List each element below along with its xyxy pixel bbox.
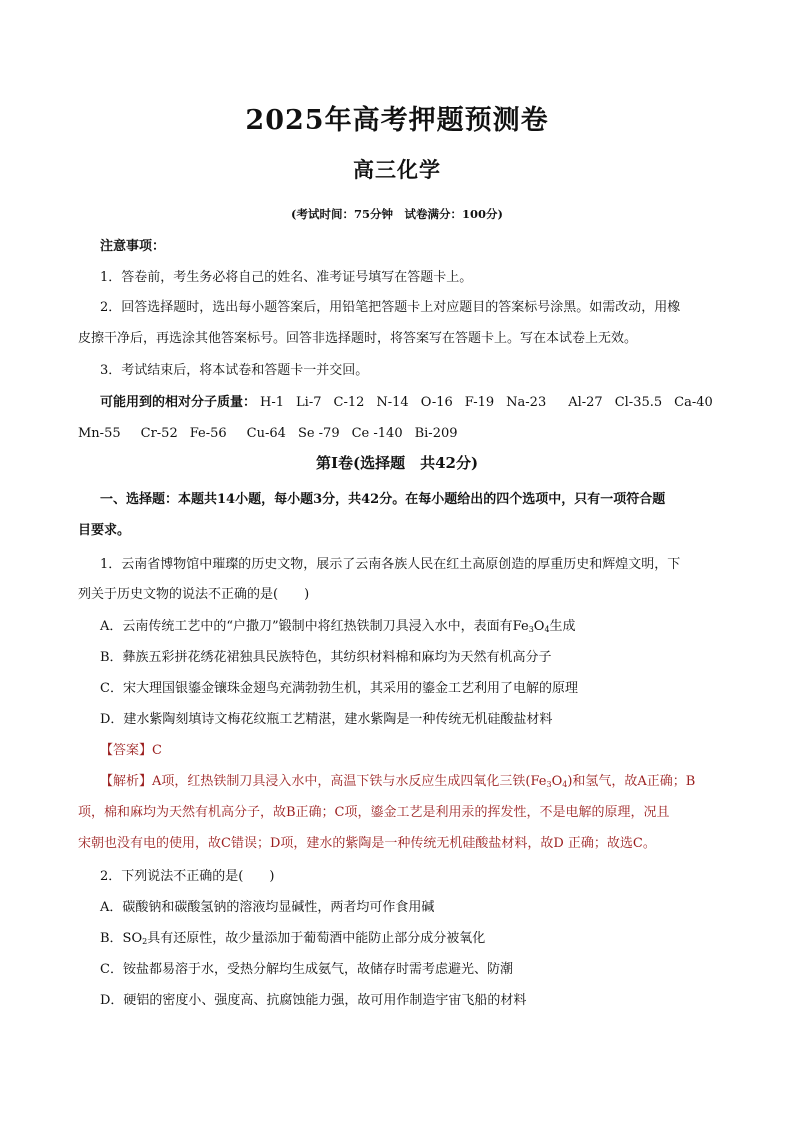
mass-item: O-16 [420,395,453,410]
notice-item-3: 3．考试结束后，将本试卷和答题卡一并交回。 [100,363,369,378]
exam-title: 2025年高考押题预测卷 [245,105,549,136]
q1-answer: 【答案】C [100,743,162,758]
mass-item: Cr-52 [140,426,178,441]
atomic-masses-label: 可能用到的相对分子质量： [100,395,257,410]
q1-analysis-line-1: 【解析】A项，红热铁制刀具浸入水中，高温下铁与水反应生成四氧化三铁$(Fe_3O_4)$和氢气，故A正确；B [100,774,696,789]
q2-option-a: A．碳酸钠和碳酸氢钠的溶液均显碱性，两者均可作食用碱 [100,900,435,915]
q2-option-c: C．铵盐都易溶于水，受热分解均生成氨气，故储存时需考虑避光、防潮 [100,962,513,977]
mass-item: H-1 [260,395,285,410]
mass-item: Bi-209 [414,426,458,441]
mass-item: F-19 [464,395,495,410]
mass-item: Li-7 [296,395,322,410]
q1-option-c: C．宋大理国银鎏金镶珠金翅鸟充满勃勃生机，其采用的鎏金工艺利用了电解的原理 [100,681,578,696]
mass-item: Na-23 [506,395,547,410]
q1-stem-line-1: 1．云南省博物馆中璀璨的历史文物，展示了云南各族人民在红土高原创造的厚重历史和辉煌文明，下 [100,557,681,572]
q1-stem-line-2: 列关于历史文物的说法不正确的是( ) [78,587,310,602]
mass-item: C-12 [333,395,365,410]
q2-option-b: B．$SO_2$具有还原性，故少量添加于葡萄酒中能防止部分成分被氧化 [100,931,486,946]
mass-item: Mn-55 [78,426,121,441]
q1-option-b: B．彝族五彩拼花绣花裙独具民族特色，其纺织材料棉和麻均为天然有机高分子 [100,650,552,665]
mass-item: Ca-40 [674,395,713,410]
atomic-masses-line-2 [78,425,470,443]
mass-item: Cu-64 [246,426,286,441]
q1-option-a: A．云南传统工艺中的“户撒刀”锻制中将红热铁制刀具浸入水中，表面有$Fe_3O_4$生成 [100,619,576,634]
mass-item: Se -79 [297,426,340,441]
mass-item: Fe-56 [189,426,227,441]
notice-item-2-cont: 皮擦干净后，再选涂其他答案标号。回答非选择题时，将答案写在答题卡上。写在本试卷上无效。 [78,331,638,346]
q1-option-d: D．建水紫陶刻填诗文梅花纹瓶工艺精湛，建水紫陶是一种传统无机硅酸盐材料 [100,712,553,727]
exam-subtitle: 高三化学 [353,157,441,182]
q1-analysis-line-2: 项，棉和麻均为天然有机高分子，故B正确；C项，鎏金工艺是利用汞的挥发性，不是电解的原理，况且 [78,805,670,820]
mass-item: N-14 [376,395,409,410]
exam-info: (考试时间：75分钟 试卷满分：100分) [291,207,503,221]
section-intro-1: 一、选择题：本题共14小题，每小题3分，共42分。在每小题给出的四个选项中，只有一项符合题 [100,492,666,507]
mass-item: Al-27 [568,395,603,410]
notice-item-1: 1．答卷前，考生务必将自己的姓名、准考证号填写在答题卡上。 [100,270,473,285]
notice-heading: 注意事项： [100,239,166,254]
section-intro-2: 目要求。 [78,523,131,538]
q1-analysis-line-3: 宋朝也没有电的使用，故C错误；D项，建水的紫陶是一种传统无机硅酸盐材料，故D 正确；故选C。 [78,836,656,851]
section-title: 第Ⅰ卷(选择题 共42分) [315,454,479,472]
mass-item: Cl-35.5 [614,395,663,410]
q2-stem: 2．下列说法不正确的是( ) [100,869,275,884]
atomic-masses-line-1 [100,394,725,412]
q2-option-d: D．硬铝的密度小、强度高、抗腐蚀能力强，故可用作制造宇宙飞船的材料 [100,993,527,1008]
mass-item: Ce -140 [351,426,403,441]
notice-item-2: 2．回答选择题时，选出每小题答案后，用铅笔把答题卡上对应题目的答案标号涂黑。如需改动，用橡 [100,300,681,315]
